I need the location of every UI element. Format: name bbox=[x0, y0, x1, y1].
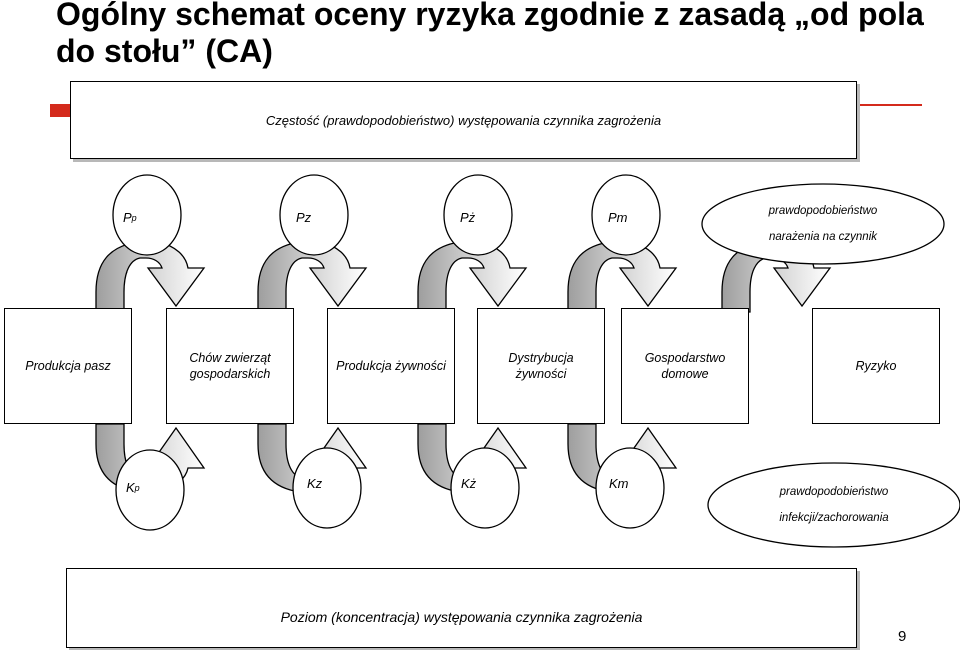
conc-node-animal bbox=[297, 466, 432, 501]
prob-node-feed-sub: p bbox=[131, 212, 137, 223]
accent-square bbox=[50, 104, 72, 117]
conc-node-feed bbox=[116, 470, 251, 505]
conc-node-feed-sub: p bbox=[134, 482, 140, 493]
conc-node-animal-label: Kz bbox=[307, 476, 323, 491]
stage-livestock: Chów zwierząt gospodarskich bbox=[166, 308, 294, 424]
prob-exposure-line1: prawdopodobieństwo bbox=[768, 205, 878, 217]
conc-node-market-label: Km bbox=[609, 476, 629, 491]
conc-node-food bbox=[451, 466, 586, 501]
frequency-box: Częstość (prawdopodobieństwo) występowania czynnika zagrożenia bbox=[70, 81, 857, 159]
prob-node-feed bbox=[113, 200, 248, 235]
prob-node-food-label: Pż bbox=[460, 210, 476, 225]
page-number: 9 bbox=[898, 628, 907, 645]
prob-infection-line1: prawdopodobieństwo bbox=[779, 486, 889, 498]
prob-exposure-line2: narażenia na czynnik bbox=[768, 231, 878, 243]
prob-node-market-label: Pm bbox=[608, 210, 628, 225]
prob-infection-line2: infekcji/zachorowania bbox=[779, 512, 889, 524]
conc-node-feed-label: K bbox=[126, 480, 135, 495]
page-title: Ogólny schemat oceny ryzyka zgodnie z zasadą „od pola do stołu” (CA) bbox=[56, 0, 924, 69]
prob-node-food bbox=[450, 200, 585, 235]
stage-distribution: Dystrybucja żywności bbox=[477, 308, 605, 424]
stage-risk: Ryzyko bbox=[812, 308, 940, 424]
concentration-box: Poziom (koncentracja) występowania czynnika zagrożenia bbox=[66, 568, 857, 648]
prob-node-animal-label: Pz bbox=[296, 210, 312, 225]
stage-food-production: Produkcja żywności bbox=[327, 308, 455, 424]
conc-node-food-label: Kż bbox=[461, 476, 477, 491]
prob-exposure-node bbox=[700, 184, 946, 264]
prob-node-animal bbox=[286, 200, 421, 235]
prob-infection-node bbox=[709, 463, 959, 547]
stage-household: Gospodarstwo domowe bbox=[621, 308, 749, 424]
prob-node-feed-label: P bbox=[123, 210, 132, 225]
stage-feed-production: Produkcja pasz bbox=[4, 308, 132, 424]
